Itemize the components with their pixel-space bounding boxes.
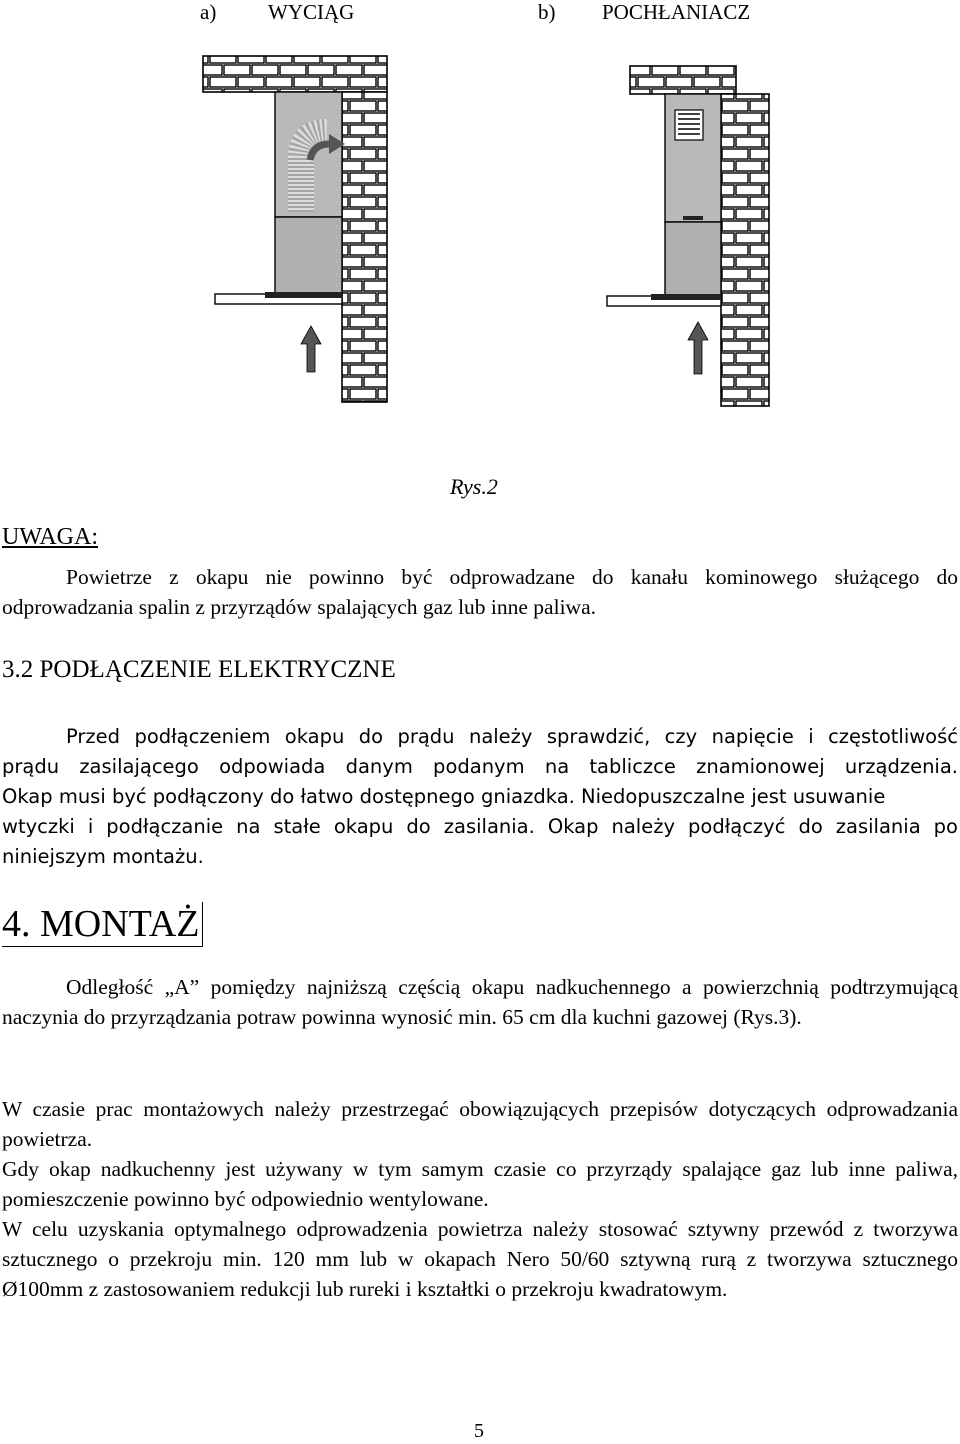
- section-heading-3-2: 3.2 PODŁĄCZENIE ELEKTRYCZNE: [2, 656, 396, 683]
- section-3-2-paragraph: [2, 722, 958, 872]
- figure-label-b: b): [538, 0, 556, 24]
- paragraph-line: Przed podłączeniem okapu do prądu należy sprawdzić, czy napięcie i częstotliwość: [66, 725, 958, 748]
- paragraph-line: Okap musi być podłączony do łatwo dostępnego gniazdka. Niedopuszczalne jest usuwanie: [2, 785, 886, 808]
- figure-caption: Rys.2: [450, 474, 498, 499]
- paragraph-line: niniejszym montażu.: [2, 845, 204, 868]
- figure-title-a: WYCIĄG: [268, 0, 355, 24]
- figure-label-a: a): [200, 0, 217, 24]
- warning-heading: UWAGA:: [2, 524, 98, 550]
- section-4-paragraph-2: W czasie prac montażowych należy przestrzegać obowiązujących przepisów dotyczących odprowadzania powietrza.: [2, 1097, 958, 1151]
- section-heading-4: 4. MONTAŻ: [2, 902, 203, 947]
- paragraph-line: wtyczki i podłączanie na stałe okapu do zasilania. Okap należy podłączyć do zasilania po: [2, 815, 958, 838]
- diagram-extraction-hood: [195, 40, 410, 412]
- page-number: 5: [474, 1420, 484, 1442]
- warning-text: Powietrze z okapu nie powinno być odprowadzane do kanału kominowego służącego do odprowadzania spalin z przyrządów spalających gaz lub inne paliwa.: [2, 565, 958, 619]
- paragraph-line: prądu zasilającego odpowiada danym podanym na tabliczce znamionowej urządzenia.: [2, 755, 958, 778]
- section-4-paragraph-1: Odległość „A” pomiędzy najniższą częścią okapu nadkuchennego a powierzchnią podtrzymującą naczynia do przyrządzania potraw powinna wynosić min. 65 cm dla kuchni gazowej (Rys.3).: [2, 975, 958, 1029]
- section-4-paragraph-4: W celu uzyskania optymalnego odprowadzenia powietrza należy stosować sztywny przewód z tworzywa sztucznego o przekroju min. 120 mm lub w okapach Nero 50/60 sztywną rurą z tworzywa sztucznego Ø100mm z zastosowaniem redukcji lub rureki i kształtki o przekroju kwadratowym.: [2, 1217, 958, 1301]
- figure-title-b: POCHŁANIACZ: [602, 0, 751, 24]
- section-4-paragraph-3: Gdy okap nadkuchenny jest używany w tym samym czasie co przyrządy spalające gaz lub inne paliwa, pomieszczenie powinno być odpowiednio wentylowane.: [2, 1157, 958, 1211]
- diagram-recirculation-hood: [595, 40, 775, 412]
